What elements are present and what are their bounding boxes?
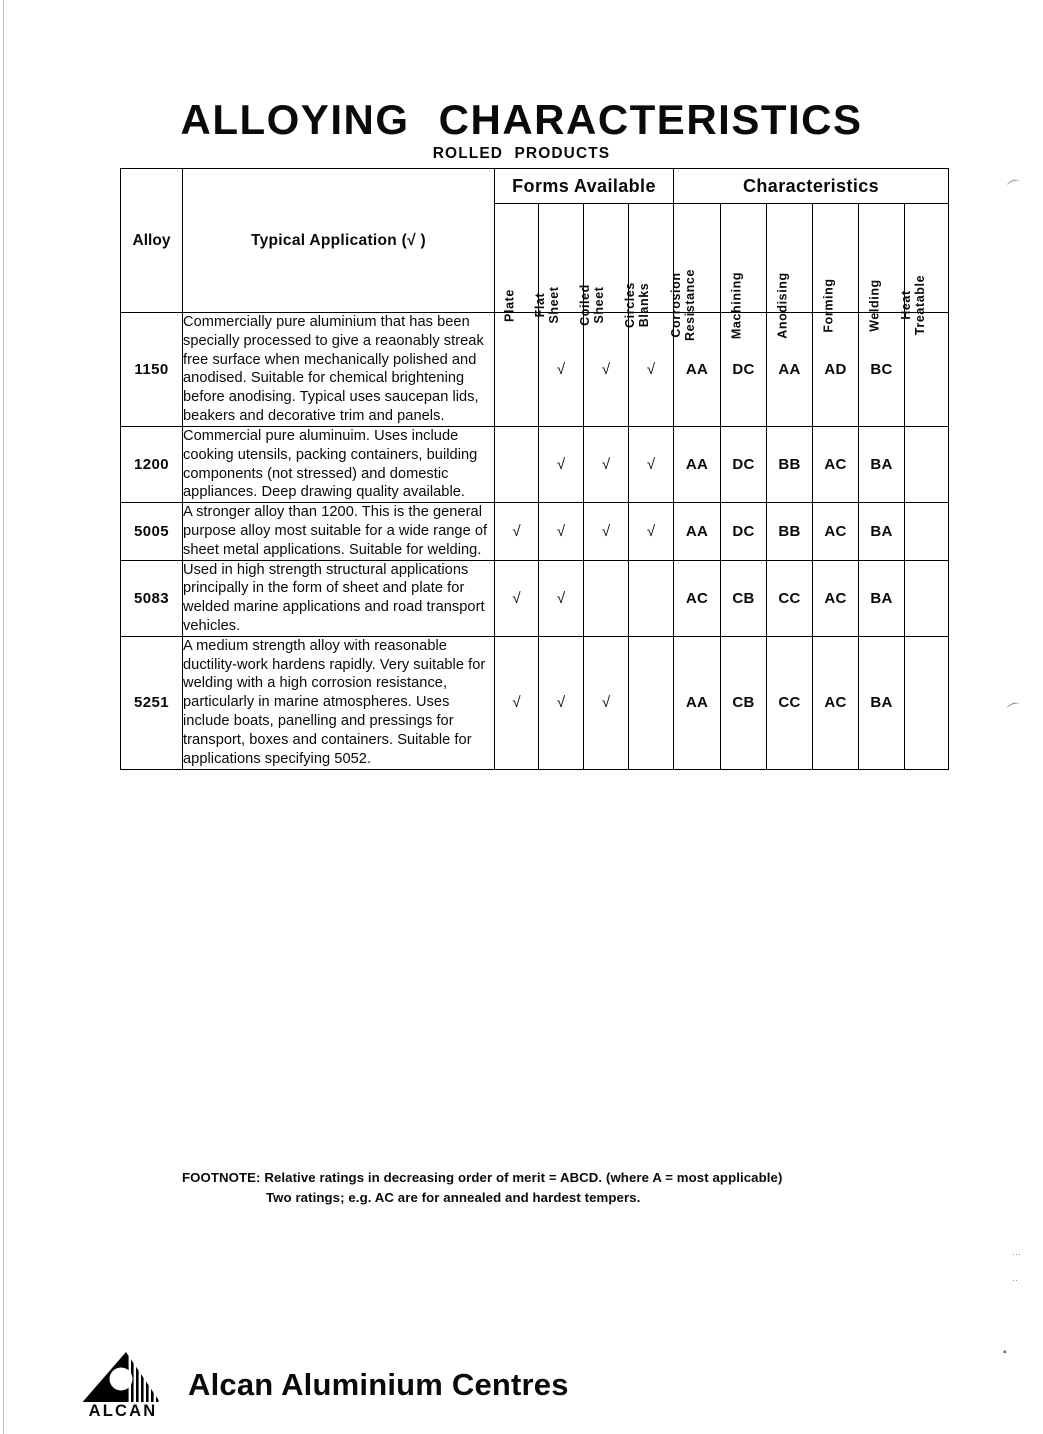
cell-form-plate [495, 426, 539, 502]
column-header-heat-treatable [898, 204, 949, 336]
group-header-forms-available: Forms Available [495, 169, 674, 204]
cell-typical-application: Commercial pure aluminuim. Uses include cooking utensils, packing containers, building components (not stressed) and domestic appliances. Deep drawing quality available. [183, 426, 495, 502]
cell-rating-heat-treatable [905, 560, 949, 636]
cell-form-plate: √ [495, 636, 539, 769]
cell-form-coiled-sheet [584, 560, 629, 636]
alloying-characteristics-table-wrap [120, 168, 938, 770]
scan-artifact-mark: ⋯ [1012, 1249, 1021, 1259]
cell-typical-application: Commercially pure aluminium that has been specially processed to give a reaonably streak free surface when mechanically polished and anodised. Suitable for chemical brightening before anodising. Typical uses saucepan lids, beakers and decorative trim and panels. [183, 313, 495, 427]
cell-form-flat-sheet: √ [539, 426, 584, 502]
cell-rating-forming: AC [813, 636, 859, 769]
alloying-characteristics-table [120, 168, 949, 770]
table-row [121, 426, 949, 502]
column-header-corrosion-resistance [669, 204, 721, 342]
scan-artifact-mark: ⌒ [1005, 177, 1024, 196]
column-header-forming-label: Forming [821, 277, 836, 333]
cell-form-circles-blanks: √ [629, 503, 674, 560]
cell-rating-corrosion-resistance: AA [674, 636, 721, 769]
cell-form-circles-blanks: √ [629, 426, 674, 502]
cell-typical-application: A stronger alloy than 1200. This is the general purpose alloy most suitable for a wide range of sheet metal applications. Suitable for welding. [183, 503, 495, 560]
cell-rating-machining: DC [721, 313, 767, 427]
cell-alloy-number: 5005 [121, 503, 183, 560]
column-header-plate [495, 204, 539, 322]
column-header-machining [721, 204, 767, 339]
column-header-welding [859, 204, 905, 332]
cell-rating-corrosion-resistance: AA [674, 503, 721, 560]
scan-artifact-mark: ▪ [1003, 1347, 1007, 1358]
table-body [121, 313, 949, 770]
cell-form-flat-sheet: √ [539, 503, 584, 560]
cell-rating-forming: AC [813, 426, 859, 502]
cell-rating-anodising: CC [767, 560, 813, 636]
brand-name: Alcan Aluminium Centres [188, 1367, 569, 1402]
column-header-circles-blanks [623, 204, 674, 328]
cell-rating-anodising: CC [767, 636, 813, 769]
cell-rating-anodising: BB [767, 503, 813, 560]
cell-typical-application: A medium strength alloy with reasonable ductility-work hardens rapidly. Very suitable for welding with a high corrosion resistance, particularly in marine atmospheres. Uses include boats, panelling and pressings for transport, boxes and containers. Suitable for applications specifying 5052. [183, 636, 495, 769]
footnote-line-2: Two ratings; e.g. AC are for annealed and hardest tempers. [266, 1189, 641, 1205]
column-header-heat-treatable-line1: Heat [898, 290, 913, 320]
cell-form-coiled-sheet: √ [584, 313, 629, 427]
column-header-alloy: Alloy [121, 169, 183, 313]
column-header-heat-treatable-line2: Treatable [912, 274, 927, 336]
cell-rating-machining: CB [721, 560, 767, 636]
cell-form-flat-sheet: √ [539, 560, 584, 636]
cell-alloy-number: 5083 [121, 560, 183, 636]
column-header-corrosion-resistance-line1: Corrosion [669, 272, 684, 338]
column-header-forming [813, 204, 859, 333]
cell-rating-forming: AC [813, 560, 859, 636]
cell-rating-anodising: BB [767, 426, 813, 502]
cell-form-circles-blanks [629, 636, 674, 769]
cell-alloy-number: 5251 [121, 636, 183, 769]
column-header-machining-label: Machining [729, 271, 744, 339]
cell-rating-anodising: AA [767, 313, 813, 427]
column-header-coiled-sheet [578, 204, 629, 326]
alcan-logo-text: ALCAN [76, 1402, 170, 1421]
cell-form-circles-blanks: √ [629, 313, 674, 427]
cell-rating-corrosion-resistance: AA [674, 313, 721, 427]
cell-rating-heat-treatable [905, 636, 949, 769]
cell-form-circles-blanks [629, 560, 674, 636]
cell-rating-welding: BA [859, 503, 905, 560]
column-header-typical-application: Typical Application (√ ) [183, 169, 495, 313]
cell-rating-machining: CB [721, 636, 767, 769]
scan-artifact-mark: ⌒ [1005, 700, 1024, 719]
table-row [121, 560, 949, 636]
cell-rating-machining: DC [721, 426, 767, 502]
column-header-coiled-sheet-line2: Sheet [591, 286, 606, 324]
cell-rating-corrosion-resistance: AC [674, 560, 721, 636]
table-row [121, 636, 949, 769]
page-subtitle: ROLLED PRODUCTS [432, 145, 611, 162]
column-header-anodising-label: Anodising [775, 271, 790, 339]
cell-form-flat-sheet: √ [539, 313, 584, 427]
cell-rating-heat-treatable [905, 426, 949, 502]
column-header-coiled-sheet-line1: Coiled [578, 284, 592, 326]
cell-form-flat-sheet: √ [539, 636, 584, 769]
alcan-logo-icon [74, 1348, 172, 1422]
cell-rating-welding: BA [859, 636, 905, 769]
column-header-welding-label: Welding [867, 278, 882, 332]
footnote [182, 1168, 942, 1208]
column-header-plate-label: Plate [502, 288, 516, 322]
cell-typical-application: Used in high strength structural applications principally in the form of sheet and plate for welded marine applications and road transport vehicles. [183, 560, 495, 636]
footnote-line-1: FOOTNOTE: Relative ratings in decreasing order of merit = ABCD. (where A = most applicable) [182, 1170, 783, 1185]
column-header-flat-sheet-line1: Flat [533, 292, 547, 318]
cell-form-coiled-sheet: √ [584, 426, 629, 502]
cell-form-plate: √ [495, 503, 539, 560]
cell-rating-forming: AD [813, 313, 859, 427]
cell-form-plate: √ [495, 560, 539, 636]
column-header-flat-sheet-line2: Sheet [546, 286, 561, 324]
scan-artifact-mark: ·· [1012, 1275, 1018, 1285]
cell-alloy-number: 1150 [121, 313, 183, 427]
column-header-circles-blanks-line1: Circles [623, 282, 638, 328]
cell-rating-welding: BA [859, 560, 905, 636]
table-group-header-row [121, 169, 949, 204]
column-header-circles-blanks-line2: Blanks [636, 282, 651, 328]
footer [74, 1348, 569, 1422]
cell-rating-corrosion-resistance: AA [674, 426, 721, 502]
cell-alloy-number: 1200 [121, 426, 183, 502]
column-header-corrosion-resistance-line2: Resistance [682, 268, 697, 342]
table-row [121, 503, 949, 560]
cell-rating-forming: AC [813, 503, 859, 560]
cell-rating-machining: DC [721, 503, 767, 560]
cell-rating-welding: BA [859, 426, 905, 502]
cell-rating-heat-treatable [905, 503, 949, 560]
page-title: ALLOYING CHARACTERISTICS [180, 96, 863, 143]
cell-form-plate [495, 313, 539, 427]
cell-rating-welding: BC [859, 313, 905, 427]
cell-form-coiled-sheet: √ [584, 503, 629, 560]
column-header-anodising [767, 204, 813, 339]
cell-form-coiled-sheet: √ [584, 636, 629, 769]
column-header-flat-sheet [533, 204, 584, 324]
group-header-characteristics: Characteristics [674, 169, 949, 204]
